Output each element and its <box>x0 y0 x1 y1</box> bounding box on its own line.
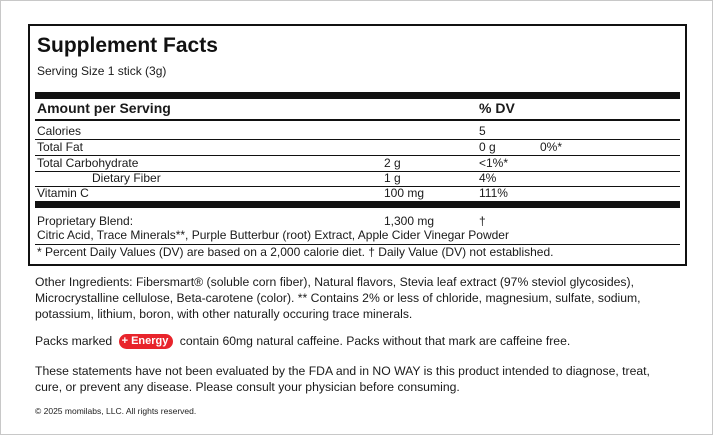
blend-amount: 1,300 mg <box>384 214 435 228</box>
row-divider <box>35 139 680 140</box>
row-total-fat-name: Total Fat <box>37 140 84 154</box>
copyright: © 2025 momilabs, LLC. All rights reserved. <box>35 406 197 416</box>
row-vitamin-c-dv: 111% <box>479 186 508 200</box>
row-vitamin-c-name: Vitamin C <box>37 186 89 200</box>
divider-thick <box>35 92 680 99</box>
row-fiber-amount: 1 g <box>384 171 401 185</box>
disclaimer-line: cure, or prevent any disease. Please consult your physician before consuming. <box>35 380 460 394</box>
other-ingredients-line: potassium, lithium, boron, with other naturally occuring trace minerals. <box>35 307 413 321</box>
divider-thick <box>35 201 680 208</box>
amount-header: Amount per Serving <box>37 100 171 116</box>
dv-footnote: * Percent Daily Values (DV) are based on a 2,000 calorie diet. † Daily Value (DV) not established. <box>37 245 554 259</box>
disclaimer-line: These statements have not been evaluated by the FDA and in NO WAY is this product intended to diagnose, treat, <box>35 364 650 378</box>
other-ingredients <box>35 274 641 322</box>
row-vitamin-c-amount: 100 mg <box>384 186 425 200</box>
row-carb-amount: 2 g <box>384 156 401 170</box>
row-fiber-name: Dietary Fiber <box>92 171 161 185</box>
other-ingredients-line: Other Ingredients: Fibersmart® (soluble corn fiber), Natural flavors, Stevia leaf extract (97% steviol glycosides), <box>35 275 634 289</box>
row-carb-name: Total Carbohydrate <box>37 156 139 170</box>
serving-size: Serving Size 1 stick (3g) <box>37 64 167 78</box>
other-ingredients-line: Microcrystalline cellulose, Beta-carotene (color). ** Contains 2% or less of chloride, magnesium, sulfate, sodium, <box>35 291 641 305</box>
row-calories-dv: 5 <box>479 124 486 138</box>
blend-dv: † <box>479 214 486 228</box>
facts-title: Supplement Facts <box>37 34 218 57</box>
row-calories-name: Calories <box>37 124 82 138</box>
dv-header: % DV <box>479 100 515 116</box>
row-divider <box>35 186 680 187</box>
blend-name: Proprietary Blend: <box>37 214 134 228</box>
row-fiber-dv: 4% <box>479 171 497 185</box>
row-total-fat-amount: 0 g <box>479 140 496 154</box>
caffeine-after: contain 60mg natural caffeine. Packs without that mark are caffeine free. <box>179 334 571 348</box>
divider-header <box>35 119 680 121</box>
blend-ingredients: Citric Acid, Trace Minerals**, Purple Butterbur (root) Extract, Apple Cider Vinegar Powder <box>37 228 509 242</box>
row-total-fat-dv: 0%* <box>540 140 563 154</box>
energy-badge: + Energy <box>119 334 174 349</box>
caffeine-before: Packs marked <box>35 334 113 348</box>
caffeine-note <box>35 333 570 349</box>
supplement-facts-panel <box>28 24 687 266</box>
fda-disclaimer <box>35 363 650 395</box>
row-carb-dv: <1%* <box>479 156 509 170</box>
